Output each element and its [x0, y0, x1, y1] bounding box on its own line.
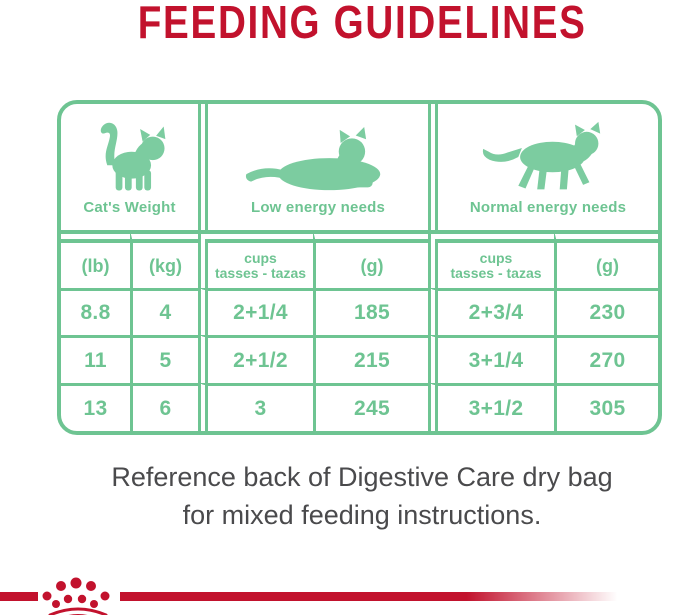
page-title — [60, 0, 665, 46]
data-cell: 5 — [130, 335, 198, 383]
section-label: Normal energy needs — [469, 199, 627, 216]
data-cell: 3+1/2 — [428, 383, 554, 431]
page-title-text: FEEDING GUIDELINES — [138, 0, 587, 48]
walking-cat-icon — [438, 104, 658, 193]
data-cell: 6 — [130, 383, 198, 431]
subheader-kg: (kg) — [130, 230, 198, 288]
data-cell: 2+1/2 — [198, 335, 313, 383]
data-cell: 230 — [554, 288, 658, 335]
data-cell: 185 — [313, 288, 428, 335]
data-cell: 11 — [61, 335, 130, 383]
subheader-cups-normal: cups tasses - tazas — [428, 230, 554, 288]
subheader-lb: (lb) — [61, 230, 130, 288]
subheader-g-normal: (g) — [554, 230, 658, 288]
brand-band-left — [0, 592, 38, 601]
subheader-cups-low: cups tasses - tazas — [198, 230, 313, 288]
section-label: Cat's Weight — [83, 199, 176, 216]
data-cell: 8.8 — [61, 288, 130, 335]
data-cell: 215 — [313, 335, 428, 383]
section-label: Low energy needs — [250, 199, 386, 216]
data-cell: 4 — [130, 288, 198, 335]
feeding-table — [57, 100, 662, 435]
data-cell: 2+3/4 — [428, 288, 554, 335]
data-cell: 13 — [61, 383, 130, 431]
standing-cat-icon — [61, 104, 198, 193]
data-cell: 3+1/4 — [428, 335, 554, 383]
data-cell: 245 — [313, 383, 428, 431]
header-cats-weight — [61, 104, 198, 230]
header-low-energy — [198, 104, 428, 230]
data-cell: 305 — [554, 383, 658, 431]
reference-note-line2: for mixed feeding instructions. — [182, 500, 542, 530]
data-cell: 3 — [198, 383, 313, 431]
brand-band-right — [120, 592, 679, 601]
header-normal-energy — [428, 104, 658, 230]
royal-canin-crown-logo — [40, 577, 116, 615]
reference-note — [62, 458, 662, 534]
data-cell: 2+1/4 — [198, 288, 313, 335]
lying-cat-icon — [208, 104, 428, 193]
reference-note-line1: Reference back of Digestive Care dry bag — [111, 462, 613, 492]
subheader-g-low: (g) — [313, 230, 428, 288]
data-cell: 270 — [554, 335, 658, 383]
